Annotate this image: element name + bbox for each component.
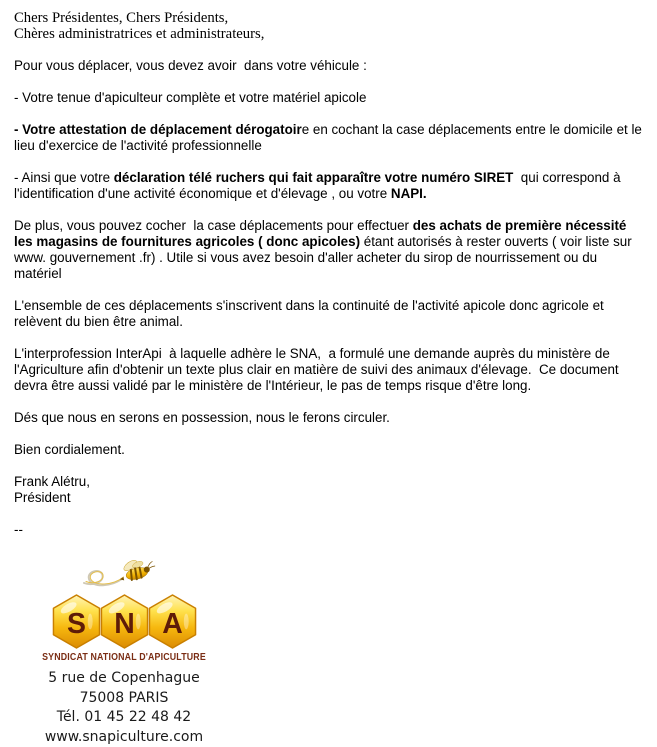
paragraph: L'interprofession InterApi à laquelle adhère le SNA, a formulé une demande auprès du ministère de l'Agriculture afin d'obtenir un texte plus clair en matière de suivi des animaux d'élevage. Ce document devra être aussi validé par le ministère de l'Intérieur, le pas de temps risque d'être long. — [14, 346, 646, 394]
paragraph: - Votre tenue d'apiculteur complète et votre matériel apicole — [14, 90, 646, 106]
address-city: 75008 PARIS — [24, 689, 224, 709]
hexagon-a — [149, 595, 195, 648]
paragraph: - Votre attestation de déplacement dérogatoire en cochant la case déplacements entre le domicile et le lieu d'exercice de l'activité professionnelle — [14, 122, 646, 154]
logo-letter-n: N — [114, 608, 135, 640]
paragraph: L'ensemble de ces déplacements s'inscrivent dans la continuité de l'activité apicole donc agricole et relèvent du bien être animal. — [14, 298, 646, 330]
paragraph: De plus, vous pouvez cocher la case déplacements pour effectuer des achats de première nécessité les magasins de fournitures agricoles ( donc apicoles) étant autorisés à rester ouverts ( voir liste sur www. gouvernement .fr) . Utile si vous avez besoin d'aller acheter du sirop de nourrissement ou du matériel — [14, 218, 646, 282]
address-block — [24, 669, 224, 747]
paragraph: Chers Présidentes, Chers Présidents, Chères administratrices et administrateurs, — [14, 10, 646, 42]
hexagon-n — [101, 595, 147, 648]
address-street: 5 rue de Copenhague — [24, 669, 224, 689]
paragraph: - Ainsi que votre déclaration télé ruchers qui fait apparaître votre numéro SIRET qui correspond à l'identification d'une activité économique et d'élevage , ou votre NAPI. — [14, 170, 646, 202]
sna-hexagons-logo — [51, 594, 198, 649]
logo-letter-s: S — [67, 608, 86, 640]
website-url[interactable]: www.snapiculture.com — [24, 728, 224, 747]
hexagon-s — [53, 595, 99, 648]
logo-letter-a: A — [162, 608, 183, 640]
paragraph: Frank Alétru, Président — [14, 474, 646, 506]
letter-paragraphs — [14, 10, 646, 538]
paragraph: Bien cordialement. — [14, 442, 646, 458]
paragraph: Dés que nous en serons en possession, nous le ferons circuler. — [14, 410, 646, 426]
signature-block — [14, 554, 224, 747]
paragraph: -- — [14, 522, 646, 538]
paragraph: Pour vous déplacer, vous devez avoir dans votre véhicule : — [14, 58, 646, 74]
address-phone: Tél. 01 45 22 48 42 — [24, 708, 224, 728]
logo-tagline: SYNDICAT NATIONAL D'APICULTURE — [40, 651, 208, 663]
bee-with-flight-trail-icon — [79, 554, 157, 593]
